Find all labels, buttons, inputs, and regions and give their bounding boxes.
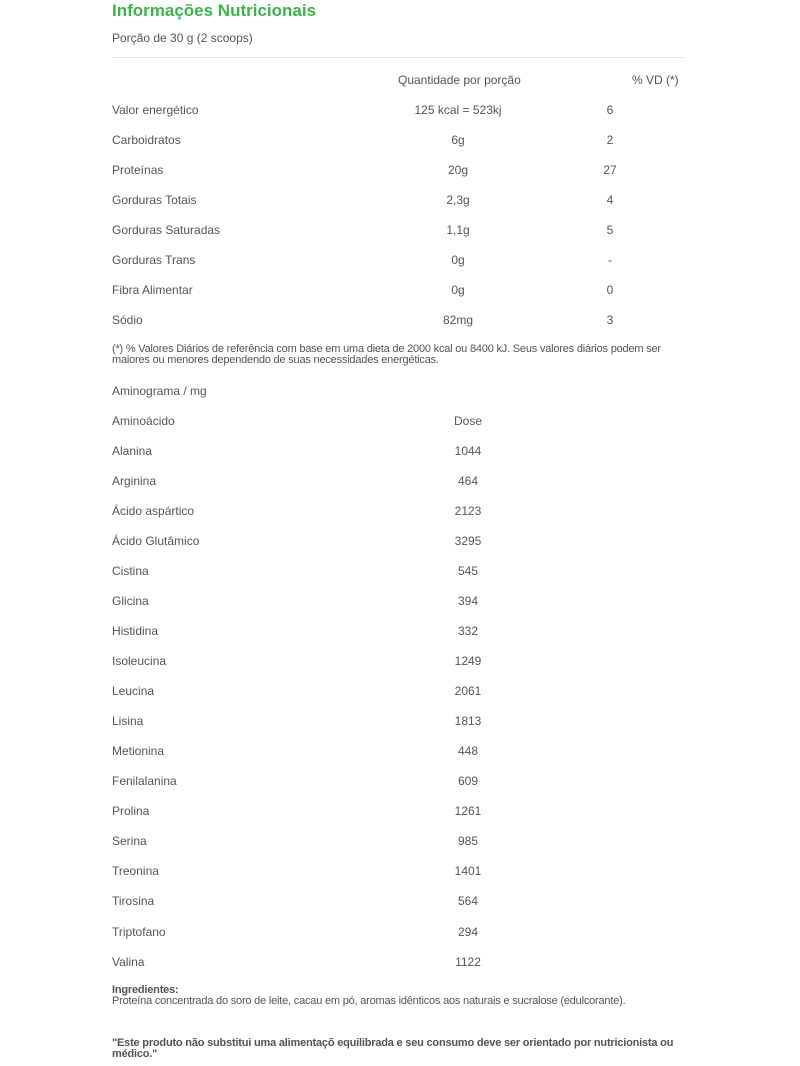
aminoacid-header: Aminoácido — [112, 414, 175, 428]
table-row — [112, 132, 684, 148]
aminoacid-dose: 2123 — [454, 504, 482, 518]
nutrient-name: Gorduras Saturadas — [112, 223, 221, 237]
table-row — [112, 252, 684, 268]
nutrient-amount: 1,1g — [446, 223, 470, 237]
table-row — [112, 473, 652, 489]
aminoacid-name: Histidina — [112, 624, 159, 638]
aminoacid-dose: 3295 — [454, 534, 482, 548]
aminoacid-name: Treonina — [112, 864, 159, 878]
aminoacid-dose: 332 — [457, 624, 479, 638]
table-row — [112, 773, 652, 789]
table-row — [112, 282, 684, 298]
divider — [112, 57, 684, 58]
nutrient-amount: 125 kcal = 523kj — [414, 103, 502, 117]
aminoacid-name: Leucina — [112, 684, 155, 698]
aminoacid-name: Fenilalanina — [112, 774, 177, 788]
page-title: Informações Nutricionais — [112, 1, 317, 20]
nutrient-amount: 82mg — [442, 313, 474, 327]
table-row — [112, 653, 652, 669]
nutrient-name: Fibra Alimentar — [112, 283, 193, 297]
nutrient-amount: 2,3g — [446, 193, 470, 207]
table-row — [112, 533, 652, 549]
table-row — [112, 683, 652, 699]
table-row — [112, 312, 684, 328]
nutrient-amount: 0g — [451, 253, 465, 267]
table-row — [112, 924, 652, 940]
aminoacid-dose: 1813 — [454, 714, 482, 728]
aminoacid-dose: 564 — [457, 894, 479, 908]
nutrient-vd: 3 — [606, 313, 614, 327]
aminoacid-name: Alanina — [112, 444, 153, 458]
aminoacid-dose: 985 — [457, 834, 479, 848]
nutrient-vd: 2 — [606, 133, 614, 147]
table-row — [112, 803, 652, 819]
aminoacid-name: Serina — [112, 834, 147, 848]
aminoacid-dose: 1122 — [455, 955, 481, 969]
table-row — [112, 863, 652, 879]
nutrient-vd: 0 — [606, 283, 614, 297]
aminoacid-name: Arginina — [112, 474, 157, 488]
aminoacid-dose: 1044 — [454, 444, 482, 458]
nutrient-vd: 4 — [606, 193, 614, 207]
nutrient-amount: 0g — [451, 283, 465, 297]
nutrient-amount: 6g — [451, 133, 465, 147]
aminoacid-dose: 464 — [457, 474, 479, 488]
aminoacid-name: Isoleucina — [112, 654, 167, 668]
nutrient-name: Sódio — [112, 313, 143, 327]
aminoacid-dose: 1261 — [454, 804, 482, 818]
nutrient-amount: 20g — [447, 163, 469, 177]
table-row — [112, 162, 684, 178]
aminoacid-dose: 1401 — [454, 864, 482, 878]
table-row — [112, 593, 652, 609]
aminoacid-name: Ácido aspártico — [112, 504, 195, 518]
nutrient-name: Valor energético — [112, 103, 199, 117]
aminoacid-name: Valina — [112, 955, 145, 969]
ingredients-text: Proteína concentrada do soro de leite, cacau em pó, aromas idênticos aos naturais e sucralose (edulcorante). — [112, 995, 626, 1007]
table-row — [112, 102, 684, 118]
aminoacid-dose: 545 — [457, 564, 479, 578]
aminoacid-name: Lisina — [112, 714, 144, 728]
ingredients-label: Ingredientes: — [112, 984, 179, 996]
table-row — [112, 713, 652, 729]
disclaimer: "Este produto não substitui uma alimentaçõ equilibrada e seu consumo deve ser orientado por nutricionista ou médico." — [112, 1037, 674, 1060]
aminoacid-name: Cistina — [112, 564, 149, 578]
aminoacid-dose: 609 — [457, 774, 479, 788]
serving-size: Porção de 30 g (2 scoops) — [112, 31, 253, 45]
aminoacid-name: Metionina — [112, 744, 165, 758]
nutrient-vd: 27 — [603, 163, 617, 177]
table-row — [112, 563, 652, 579]
table-row — [112, 443, 652, 459]
table-row — [112, 192, 684, 208]
vd-header: % VD (*) — [632, 73, 679, 87]
table-row — [112, 222, 684, 238]
quantity-header: Quantidade por porção — [398, 73, 521, 87]
table-row — [112, 893, 652, 909]
aminogram-title: Aminograma / mg — [112, 384, 207, 398]
aminoacid-dose: 1249 — [454, 654, 482, 668]
dose-header: Dose — [453, 414, 482, 428]
table-row — [112, 503, 652, 519]
aminoacid-dose: 294 — [457, 925, 479, 939]
aminoacid-dose: 2061 — [454, 684, 482, 698]
table-row — [112, 954, 652, 970]
aminoacid-name: Tirosina — [112, 894, 155, 908]
aminoacid-dose: 394 — [457, 594, 479, 608]
table-row — [112, 623, 652, 639]
ingredients-block — [112, 985, 684, 1007]
aminoacid-name: Glicina — [112, 594, 149, 608]
nutrient-vd: 5 — [606, 223, 614, 237]
table-row — [112, 833, 652, 849]
nutrient-name: Gorduras Trans — [112, 253, 196, 267]
aminoacid-name: Prolina — [112, 804, 150, 818]
nutrient-name: Proteínas — [112, 163, 164, 177]
vd-footnote: (*) % Valores Diários de referência com base em uma dieta de 2000 kcal ou 8400 kJ. Seus valores diários podem ser maiores ou menores dependendo de suas necessidades energéticas. — [112, 343, 661, 366]
nutrient-name: Gorduras Totais — [112, 193, 197, 207]
aminoacid-name: Triptofano — [112, 925, 166, 939]
nutrient-name: Carboidratos — [112, 133, 181, 147]
nutrient-vd: - — [608, 253, 612, 267]
aminoacid-name: Ácido Glutâmico — [112, 534, 200, 548]
nutrient-vd: 6 — [606, 103, 614, 117]
table-row — [112, 743, 652, 759]
aminoacid-dose: 448 — [457, 744, 479, 758]
